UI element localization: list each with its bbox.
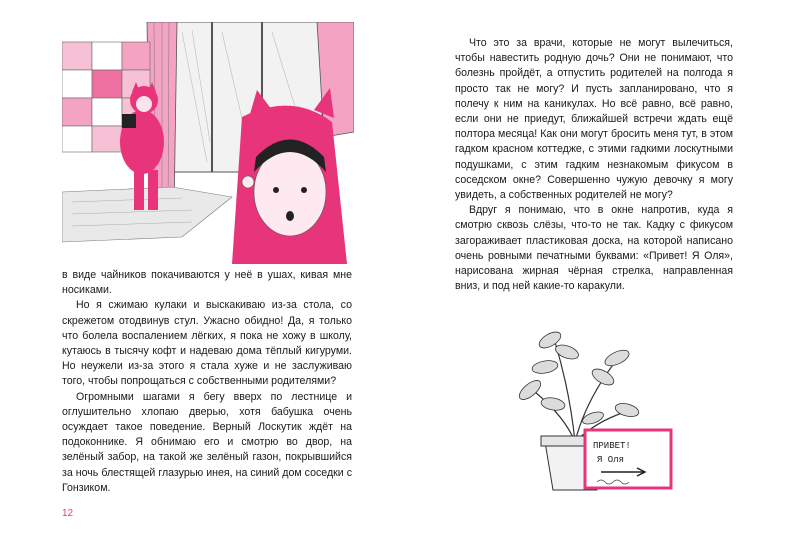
paragraph: Огромными шагами я бегу вверх по лестнице и оглушительно хлопаю дверью, хотя бабушка очень осуждает такое поведение. Верный Лоскутик ждёт на подоконнике. Я обнимаю его и смотрю во двор, на зелёный забор, на такой же зелёный газон, покрывшийся за ночь блестящей глазурью инея, на синий дом соседки с Гонзиком. (62, 390, 352, 494)
page-number: 12 (62, 508, 74, 519)
paragraph: в виде чайников покачиваются у неё в ушах, кивая мне носиками. (62, 269, 352, 297)
sign-line-2: Я Оля (597, 455, 625, 465)
sign-line-1: ПРИВЕТ! (593, 441, 631, 451)
right-page (395, 0, 789, 540)
illustration-ficus-sign (505, 322, 715, 494)
paragraph: Что это за врачи, которые не могут вылечиться, чтобы навестить родную дочь? Они не понимают, что болезнь пройдёт, а отпустить родителей на полгода я просто так не могу? И пусть запланировано, что я полечу к ним на каникулах. Но всё равно, всё равно, если они не приедут, ближайшей встречи ждать ещё полтора месяца! Как они могут бросить меня тут, в этом гадком красном коттедже, с этими гадкими лоскутными подушками, с этим гадким незнакомым фикусом в соседском окне? Совершенно чужую девочку я могу увидеть, а собственных родителей не могу? (455, 37, 733, 202)
left-page (0, 0, 394, 540)
right-page-text (455, 36, 733, 294)
left-page-text (62, 268, 352, 496)
paragraph: Вдруг я понимаю, что в окне напротив, куда я смотрю сквозь слёзы, что-то не так. Кадку с фикусом загораживает пластиковая доска, на которой написано очень ровными печатными буквами: «Привет! Я Оля», нарисована жирная чёрная стрелка, направленная вниз, и под ней какие-то каракули. (455, 204, 733, 293)
illustration-girl-window (62, 22, 354, 264)
paragraph: Но я сжимаю кулаки и выскакиваю из-за стола, со скрежетом отодвинув стул. Ужасно обидно! Да, я только что болела воспалением лёгких, я пока не хожу в школу, кутаюсь в тысячу кофт и надеваю дома тёплый кигуруми. Но неужели из-за этого я стала хуже и не заслуживаю того, чтобы попрощаться с собственными родителями? (62, 299, 352, 388)
